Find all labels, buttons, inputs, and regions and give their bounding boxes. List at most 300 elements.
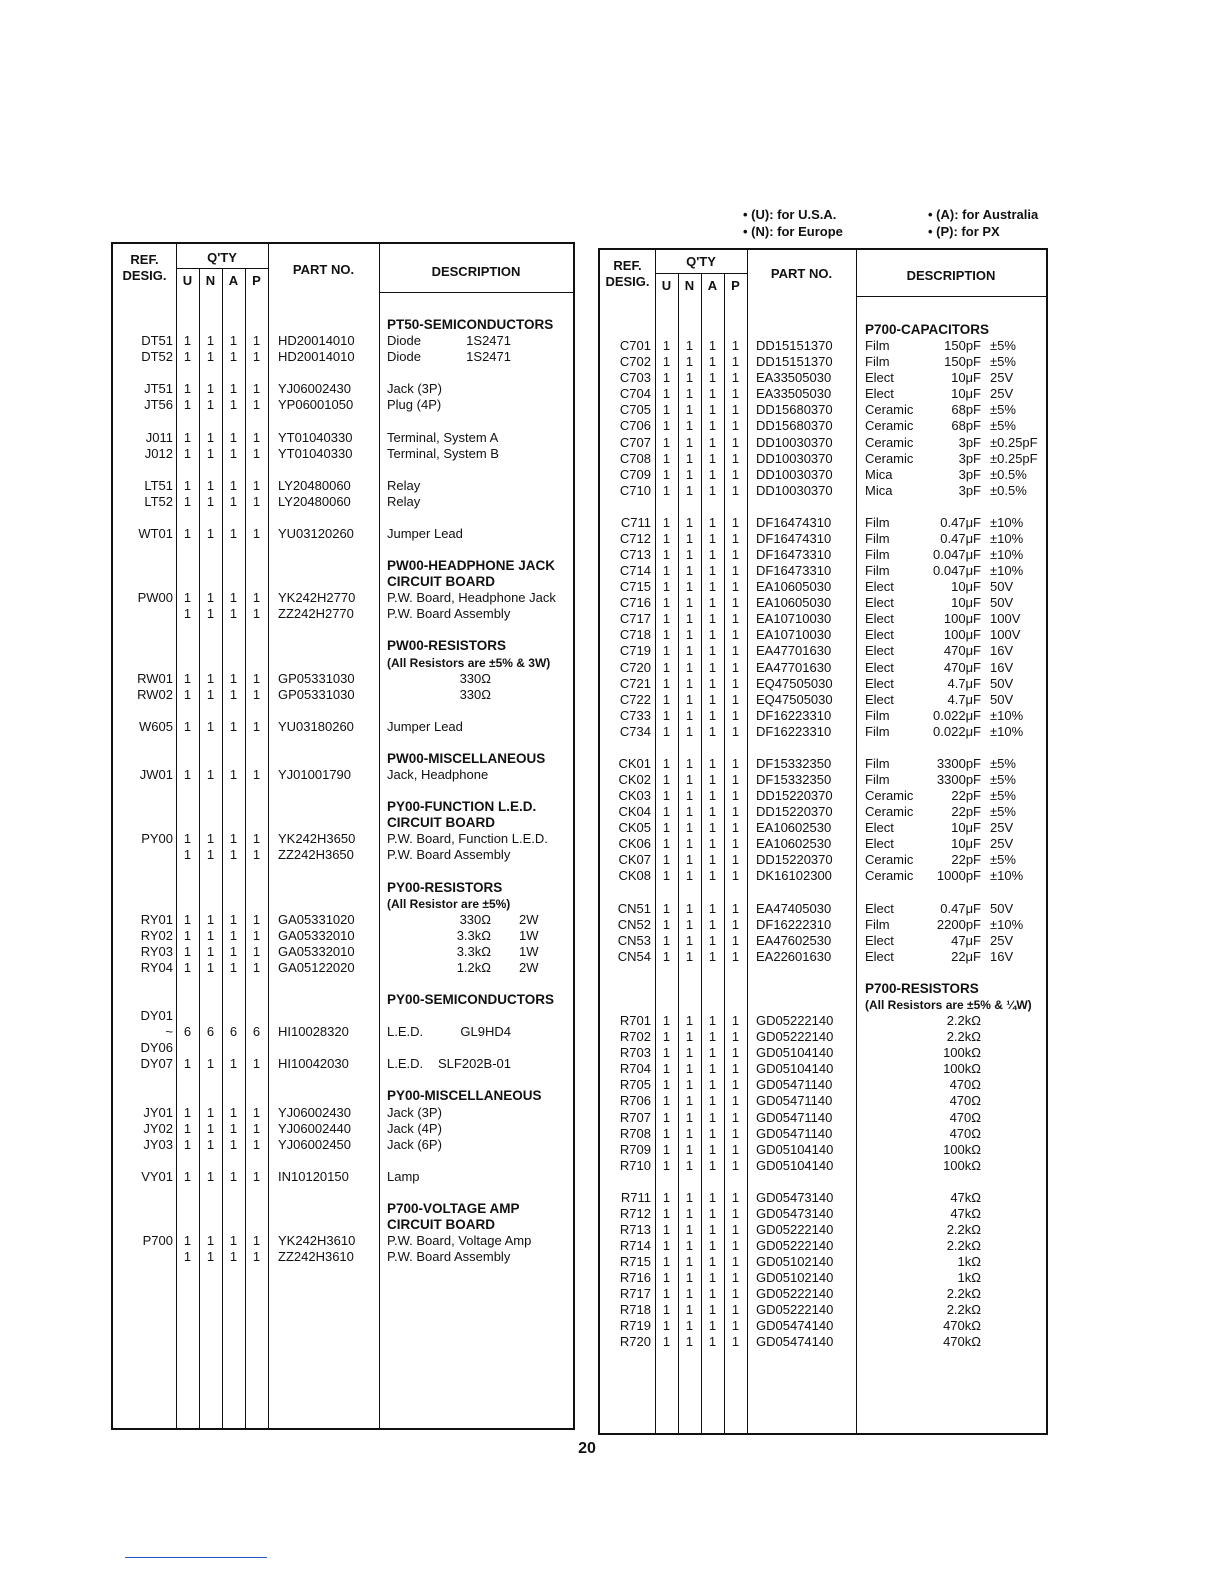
qty-n: 1	[685, 1029, 694, 1045]
qty-a: 1	[229, 831, 238, 847]
qty-p: 6	[252, 1024, 261, 1040]
qty-p: 1	[731, 595, 740, 611]
qty-p: 1	[731, 1189, 740, 1205]
qty-a: 1	[229, 477, 238, 493]
rating: 25V	[990, 820, 1014, 836]
qty-p: 1	[252, 349, 261, 365]
part-row	[113, 944, 573, 960]
description: Elect	[865, 691, 894, 707]
part-row	[600, 692, 1046, 708]
qty-n: 1	[685, 1141, 694, 1157]
value: 150pF	[944, 354, 981, 370]
qty-p: 1	[252, 670, 261, 686]
ref-designation: R711	[620, 1189, 651, 1205]
description: Elect	[865, 643, 894, 659]
qty-a: 1	[708, 691, 717, 707]
qty-n: 1	[685, 370, 694, 386]
ref-designation: R716	[619, 1270, 651, 1286]
part-number: GD05471140	[756, 1093, 833, 1109]
qty-n: 1	[685, 836, 694, 852]
legend-px: • (P): for PX	[928, 224, 1000, 239]
header-part-no: PART NO.	[770, 266, 833, 281]
part-row	[600, 563, 1046, 579]
qty-n: 1	[685, 1189, 694, 1205]
section-heading	[113, 799, 573, 815]
ref-designation: R713	[619, 1221, 651, 1237]
part-row	[113, 494, 573, 510]
qty-a: 1	[229, 1233, 238, 1249]
section-heading	[113, 751, 573, 767]
qty-p: 1	[731, 1013, 740, 1029]
qty-n: 1	[685, 948, 694, 964]
ref-designation: RY04	[140, 959, 173, 975]
qty-n: 1	[685, 434, 694, 450]
qty-n: 1	[206, 1168, 215, 1184]
header-desig: DESIG.	[605, 274, 650, 289]
qty-a: 1	[708, 1109, 717, 1125]
qty-n: 1	[206, 847, 215, 863]
qty-a: 1	[229, 1120, 238, 1136]
part-row	[113, 606, 573, 622]
section-heading	[113, 815, 573, 831]
qty-p: 1	[731, 338, 740, 354]
part-row	[600, 338, 1046, 354]
qty-n: 1	[206, 429, 215, 445]
part-row	[600, 901, 1046, 917]
qty-p: 1	[731, 1029, 740, 1045]
qty-p: 1	[731, 916, 740, 932]
part-row	[113, 1024, 573, 1040]
qty-p: 1	[731, 868, 740, 884]
qty-a: 1	[708, 418, 717, 434]
value: 0.47μF	[940, 900, 981, 916]
qty-u: 1	[662, 772, 671, 788]
header-qty-p: P	[252, 273, 261, 288]
ref-designation: CN51	[617, 900, 651, 916]
part-row	[600, 1222, 1046, 1238]
description: Jack (4P)	[387, 1120, 442, 1136]
qty-p: 1	[731, 530, 740, 546]
value: 22pF	[951, 788, 981, 804]
value: 150pF	[944, 338, 981, 354]
ref-designation: JT56	[144, 397, 173, 413]
qty-u: 1	[662, 916, 671, 932]
qty-u: 1	[183, 959, 192, 975]
part-row	[600, 1254, 1046, 1270]
description: Film	[865, 723, 890, 739]
part-number: DF16473310	[756, 547, 832, 563]
qty-n: 1	[685, 386, 694, 402]
ref-designation: C706	[619, 418, 651, 434]
qty-a: 1	[708, 1270, 717, 1286]
rating: ±10%	[990, 868, 1024, 884]
qty-a: 1	[229, 397, 238, 413]
part-row	[600, 547, 1046, 563]
section-heading	[600, 997, 1046, 1013]
legend-usa: • (U): for U.S.A.	[743, 207, 837, 222]
ref-designation: C709	[619, 466, 651, 482]
qty-u: 1	[662, 707, 671, 723]
qty-n: 1	[685, 1270, 694, 1286]
part-number: EQ47505030	[756, 675, 833, 691]
qty-n: 1	[685, 900, 694, 916]
ref-designation: C707	[619, 434, 651, 450]
qty-a: 1	[229, 943, 238, 959]
qty-u: 1	[183, 943, 192, 959]
part-row	[113, 446, 573, 462]
qty-u: 1	[662, 1077, 671, 1093]
part-number: GD05222140	[756, 1302, 834, 1318]
qty-a: 1	[708, 772, 717, 788]
ref-designation: W605	[139, 718, 173, 734]
qty-p: 1	[252, 493, 261, 509]
part-row	[600, 531, 1046, 547]
qty-n: 1	[685, 338, 694, 354]
description: Film	[865, 530, 890, 546]
ref-designation: PW00	[137, 590, 173, 606]
part-number: GD05473140	[756, 1189, 834, 1205]
qty-p: 1	[252, 927, 261, 943]
qty-n: 1	[685, 579, 694, 595]
ref-designation: CK03	[618, 788, 651, 804]
qty-p: 1	[731, 1238, 740, 1254]
ref-designation: C716	[619, 595, 651, 611]
header-ref: REF.	[613, 258, 642, 273]
description: Elect	[865, 627, 894, 643]
section-title: PY00-FUNCTION L.E.D.	[387, 799, 537, 815]
ref-designation: CK06	[618, 836, 651, 852]
qty-a: 1	[229, 911, 238, 927]
rating: ±5%	[990, 772, 1016, 788]
qty-u: 1	[662, 547, 671, 563]
part-number: DD15151370	[756, 338, 833, 354]
value: 2.2kΩ	[946, 1013, 981, 1029]
qty-a: 1	[708, 338, 717, 354]
description: Ceramic	[865, 418, 914, 434]
value: 68pF	[951, 418, 981, 434]
value: 22pF	[951, 852, 981, 868]
part-row	[113, 1121, 573, 1137]
part-row	[113, 349, 573, 365]
qty-n: 1	[685, 1238, 694, 1254]
qty-n: 1	[206, 831, 215, 847]
qty-a: 1	[708, 900, 717, 916]
description: Ceramic	[865, 450, 914, 466]
qty-p: 1	[731, 900, 740, 916]
part-number: GA05331020	[278, 911, 355, 927]
qty-a: 1	[229, 686, 238, 702]
qty-n: 1	[206, 381, 215, 397]
section-heading	[113, 1088, 573, 1104]
qty-a: 1	[708, 852, 717, 868]
header-description: DESCRIPTION	[906, 268, 996, 283]
part-number: DF16223310	[756, 723, 832, 739]
qty-a: 1	[229, 927, 238, 943]
part-row	[113, 430, 573, 446]
qty-n: 1	[685, 868, 694, 884]
qty-a: 1	[229, 1136, 238, 1152]
section-title: CIRCUIT BOARD	[387, 574, 495, 590]
qty-n: 1	[206, 525, 215, 541]
part-number: DK16102300	[756, 868, 832, 884]
qty-n: 1	[206, 670, 215, 686]
qty-n: 1	[206, 943, 215, 959]
qty-p: 1	[252, 1233, 261, 1249]
section-title: CIRCUIT BOARD	[387, 1216, 495, 1232]
rating: ±10%	[990, 723, 1024, 739]
ref-designation: C718	[619, 627, 651, 643]
qty-u: 1	[662, 1013, 671, 1029]
part-row	[113, 1169, 573, 1185]
ref-designation: CK01	[618, 755, 651, 771]
qty-p: 1	[731, 1125, 740, 1141]
rating: ±0.25pF	[990, 450, 1038, 466]
qty-u: 1	[183, 349, 192, 365]
description: Elect	[865, 836, 894, 852]
part-number: GD05102140	[756, 1254, 834, 1270]
qty-u: 1	[662, 338, 671, 354]
qty-p: 1	[731, 852, 740, 868]
qty-u: 1	[662, 1302, 671, 1318]
ref-designation: DY07	[140, 1056, 173, 1072]
part-number: YK242H3610	[278, 1233, 356, 1249]
qty-a: 1	[229, 381, 238, 397]
part-number: DF16473310	[756, 563, 832, 579]
qty-n: 1	[206, 1249, 215, 1265]
qty-a: 1	[708, 450, 717, 466]
value: 1.2kΩ	[456, 959, 491, 975]
description: Film	[865, 354, 890, 370]
description: Film	[865, 916, 890, 932]
description: Jack (3P)	[387, 381, 442, 397]
part-row	[600, 1318, 1046, 1334]
description: Ceramic	[865, 868, 914, 884]
qty-a: 1	[708, 868, 717, 884]
value: 68pF	[951, 402, 981, 418]
part-number: YJ06002430	[278, 1104, 352, 1120]
qty-a: 1	[229, 349, 238, 365]
rating: ±10%	[990, 530, 1024, 546]
ref-designation: C708	[619, 450, 651, 466]
description: Jack (6P)	[387, 1136, 442, 1152]
ref-designation: PY00	[141, 831, 173, 847]
description: Ceramic	[865, 434, 914, 450]
qty-u: 1	[662, 530, 671, 546]
rating: ±10%	[990, 707, 1024, 723]
description: Film	[865, 772, 890, 788]
part-number: EA10710030	[756, 611, 832, 627]
qty-u: 1	[662, 675, 671, 691]
qty-p: 1	[731, 563, 740, 579]
part-number: YJ01001790	[278, 767, 352, 783]
ref-designation: C701	[619, 338, 651, 354]
qty-u: 1	[183, 493, 192, 509]
part-row	[600, 836, 1046, 852]
value: 22μF	[951, 948, 981, 964]
qty-a: 1	[229, 445, 238, 461]
part-number: DD10030370	[756, 450, 833, 466]
qty-u: 6	[183, 1024, 192, 1040]
qty-p: 1	[731, 820, 740, 836]
description: P.W. Board, Headphone Jack	[387, 590, 556, 606]
qty-n: 1	[685, 804, 694, 820]
part-number: DF16223310	[756, 707, 832, 723]
qty-u: 1	[183, 445, 192, 461]
value: 0.047μF	[933, 547, 981, 563]
qty-a: 1	[229, 670, 238, 686]
part-number: HI10042030	[278, 1056, 349, 1072]
qty-n: 1	[206, 927, 215, 943]
qty-a: 1	[708, 370, 717, 386]
qty-a: 1	[708, 563, 717, 579]
qty-u: 1	[662, 1270, 671, 1286]
qty-a: 1	[708, 1157, 717, 1173]
qty-p: 1	[731, 434, 740, 450]
part-number: DD15220370	[756, 788, 833, 804]
qty-u: 1	[662, 643, 671, 659]
part-row	[600, 1270, 1046, 1286]
qty-u: 1	[662, 1093, 671, 1109]
qty-u: 1	[662, 1157, 671, 1173]
rating: 100V	[990, 611, 1021, 627]
qty-n: 1	[685, 418, 694, 434]
rating: 50V	[990, 675, 1014, 691]
qty-p: 1	[731, 691, 740, 707]
part-row	[600, 756, 1046, 772]
part-row	[113, 831, 573, 847]
qty-u: 1	[183, 927, 192, 943]
qty-n: 6	[206, 1024, 215, 1040]
description: Elect	[865, 659, 894, 675]
part-row	[600, 627, 1046, 643]
qty-p: 1	[731, 1157, 740, 1173]
qty-n: 1	[685, 482, 694, 498]
ref-designation: VY01	[141, 1168, 173, 1184]
qty-u: 1	[662, 1221, 671, 1237]
part-number: GD05104140	[756, 1157, 834, 1173]
qty-u: 1	[662, 1109, 671, 1125]
qty-a: 1	[708, 1189, 717, 1205]
part-number: DF16474310	[756, 530, 832, 546]
qty-p: 1	[252, 943, 261, 959]
ref-designation: C734	[619, 723, 651, 739]
qty-a: 1	[708, 386, 717, 402]
part-number: ZZ242H3610	[278, 1249, 354, 1265]
qty-p: 1	[252, 397, 261, 413]
header-qty: Q'TY	[207, 250, 237, 265]
qty-p: 1	[731, 370, 740, 386]
description: Elect	[865, 900, 894, 916]
part-number: GD05222140	[756, 1029, 834, 1045]
section-heading	[113, 638, 573, 654]
rating: ±10%	[990, 547, 1024, 563]
qty-a: 1	[708, 1334, 717, 1350]
qty-n: 1	[685, 611, 694, 627]
value: 0.022μF	[933, 707, 981, 723]
qty-a: 1	[708, 434, 717, 450]
part-number: EA10602530	[756, 820, 832, 836]
rating: ±0.5%	[990, 482, 1027, 498]
qty-u: 1	[662, 1189, 671, 1205]
description: Elect	[865, 370, 894, 386]
header-qty: Q'TY	[686, 254, 716, 269]
section-title: PY00-SEMICONDUCTORS	[387, 992, 555, 1007]
qty-a: 1	[708, 1029, 717, 1045]
qty-a: 1	[229, 606, 238, 622]
part-row	[113, 478, 573, 494]
part-number: DD15220370	[756, 852, 833, 868]
qty-u: 1	[662, 1061, 671, 1077]
qty-n: 1	[206, 493, 215, 509]
part-number: EA33505030	[756, 386, 832, 402]
qty-a: 1	[708, 627, 717, 643]
part-row	[600, 660, 1046, 676]
part-number: EA10710030	[756, 627, 832, 643]
part-number: GD05471140	[756, 1125, 833, 1141]
qty-p: 1	[731, 932, 740, 948]
part-number: YK242H3650	[278, 831, 356, 847]
qty-a: 1	[229, 590, 238, 606]
value: 2.2kΩ	[946, 1029, 981, 1045]
part-row	[600, 1093, 1046, 1109]
header-qty-u: U	[661, 278, 672, 293]
qty-a: 1	[708, 723, 717, 739]
ref-designation: RY03	[140, 943, 173, 959]
description: Jack, Headphone	[387, 767, 489, 783]
part-number: GD05222140	[756, 1221, 834, 1237]
rating: ±5%	[990, 804, 1016, 820]
part-row	[600, 643, 1046, 659]
rating: 100V	[990, 627, 1021, 643]
rating: ±5%	[990, 402, 1016, 418]
qty-a: 1	[708, 1302, 717, 1318]
qty-u: 1	[662, 434, 671, 450]
qty-n: 1	[685, 530, 694, 546]
value: 470Ω	[949, 1109, 981, 1125]
qty-n: 1	[206, 606, 215, 622]
part-number: DD15220370	[756, 804, 833, 820]
qty-a: 1	[708, 788, 717, 804]
ref-designation: DY01	[140, 1008, 173, 1024]
qty-n: 1	[685, 723, 694, 739]
qty-n: 1	[685, 675, 694, 691]
part-number: ZZ242H3650	[278, 847, 354, 863]
qty-u: 1	[662, 386, 671, 402]
qty-a: 1	[229, 1056, 238, 1072]
qty-a: 1	[708, 1061, 717, 1077]
qty-p: 1	[731, 466, 740, 482]
qty-p: 1	[731, 1221, 740, 1237]
description: Terminal, System A	[387, 429, 499, 445]
value: 1S2471	[466, 333, 511, 349]
part-number: GD05104140	[756, 1045, 834, 1061]
qty-a: 1	[708, 1013, 717, 1029]
qty-n: 1	[685, 466, 694, 482]
part-number: HD20014010	[278, 333, 355, 349]
qty-p: 1	[252, 1249, 261, 1265]
part-row	[600, 820, 1046, 836]
qty-a: 1	[229, 1249, 238, 1265]
qty-n: 1	[206, 590, 215, 606]
rating: 50V	[990, 900, 1014, 916]
part-row	[600, 1142, 1046, 1158]
part-number: GD05222140	[756, 1238, 834, 1254]
description: Film	[865, 514, 890, 530]
part-row	[600, 772, 1046, 788]
qty-u: 1	[662, 514, 671, 530]
qty-u: 1	[662, 1318, 671, 1334]
description: P.W. Board Assembly	[387, 847, 511, 863]
